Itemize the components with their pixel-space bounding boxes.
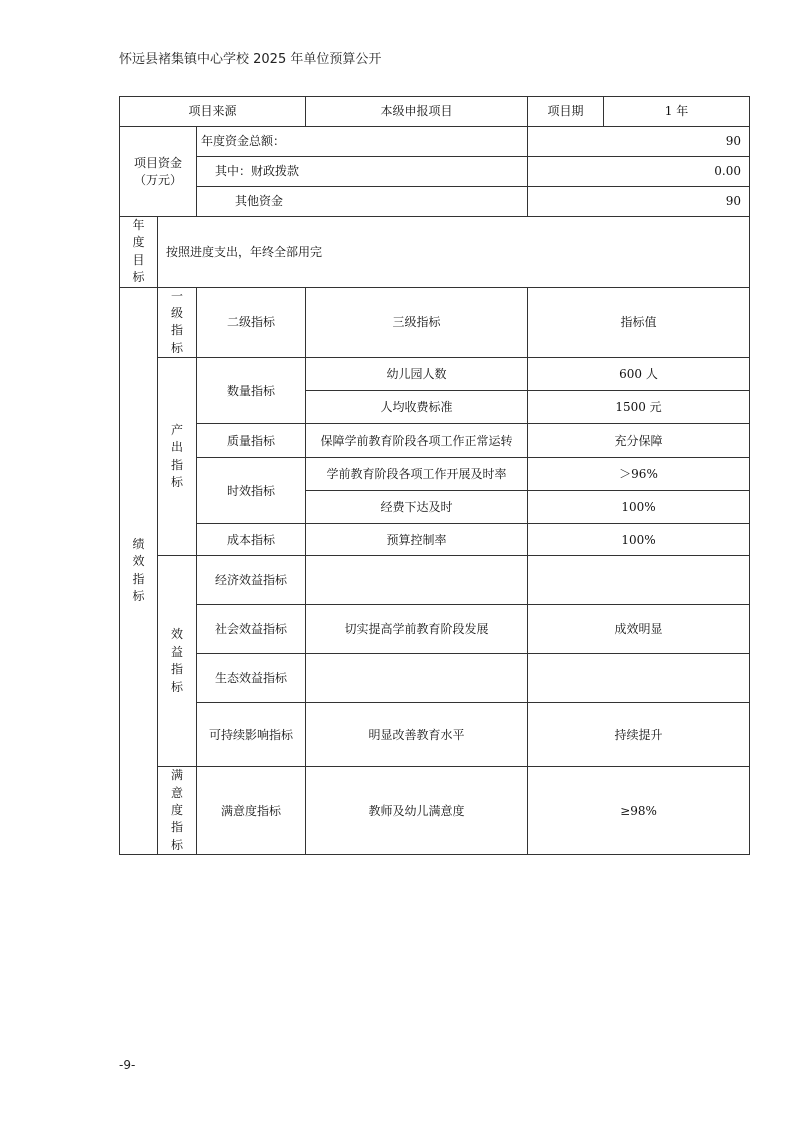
fiscal-funds-value: 0.00 (528, 157, 750, 187)
page-number: -9- (119, 1058, 136, 1072)
project-source-label: 项目来源 (120, 97, 306, 127)
table-row (120, 458, 750, 491)
level2-header: 二级指标 (197, 287, 306, 358)
quantity-item-kindergarten-count: 幼儿园人数 (306, 358, 528, 391)
social-benefit-label: 社会效益指标 (197, 605, 306, 654)
satisfaction-indicator-label: 满意度指标 (197, 767, 306, 855)
annual-goal-text: 按照进度支出，年终全部用完 (158, 217, 750, 288)
output-indicators-label-text: 产出指标 (170, 422, 183, 490)
ecological-benefit-label: 生态效益指标 (197, 654, 306, 703)
satisfaction-group-label (158, 767, 197, 855)
level1-header-text: 一级指标 (170, 288, 183, 355)
economic-benefit-item (306, 556, 528, 605)
other-funds-label: 其他资金 (197, 187, 528, 217)
table-row (120, 605, 750, 654)
sustainable-impact-item: 明显改善教育水平 (306, 703, 528, 767)
performance-indicators-label-text: 绩效指标 (132, 537, 145, 604)
quantity-value-fee-standard: 1500 元 (528, 391, 750, 424)
project-funds-label-line1: 项目资金 (133, 156, 182, 171)
timeliness-value-work-rate: ＞96% (528, 458, 750, 491)
project-funds-label-line2: （万元） (133, 172, 182, 187)
cost-item: 预算控制率 (306, 524, 528, 556)
annual-goal-label (120, 217, 158, 288)
quantity-item-fee-standard: 人均收费标准 (306, 391, 528, 424)
satisfaction-group-label-text: 满意度指标 (170, 768, 183, 852)
economic-benefit-value (528, 556, 750, 605)
table-row (120, 524, 750, 556)
ecological-benefit-item (306, 654, 528, 703)
quantity-value-kindergarten-count: 600 人 (528, 358, 750, 391)
output-indicators-label (158, 358, 197, 556)
annual-total-label: 年度资金总额： (197, 127, 528, 157)
economic-benefit-label: 经济效益指标 (197, 556, 306, 605)
annual-goal-label-text: 年度目标 (132, 218, 145, 285)
other-funds-value: 90 (528, 187, 750, 217)
satisfaction-value: ≥98% (528, 767, 750, 855)
project-funds-label (120, 127, 197, 217)
quality-indicator-label: 质量指标 (197, 424, 306, 458)
indicator-header-row (120, 287, 750, 358)
performance-indicators-label (120, 287, 158, 855)
annual-goal-row (120, 217, 750, 288)
table-row (120, 654, 750, 703)
table-row (120, 556, 750, 605)
timeliness-item-funding: 经费下达及时 (306, 491, 528, 524)
annual-total-row (120, 127, 750, 157)
table-row (120, 424, 750, 458)
project-source-row (120, 97, 750, 127)
fiscal-funds-row (120, 157, 750, 187)
quality-value: 充分保障 (528, 424, 750, 458)
benefit-indicators-label (158, 556, 197, 767)
fiscal-funds-label: 其中：财政拨款 (197, 157, 528, 187)
sustainable-impact-value: 持续提升 (528, 703, 750, 767)
project-period-value: 1 年 (604, 97, 750, 127)
table-row (120, 358, 750, 391)
other-funds-row (120, 187, 750, 217)
quantity-indicator-label: 数量指标 (197, 358, 306, 424)
annual-total-value: 90 (528, 127, 750, 157)
document-header-title: 怀远县褚集镇中心学校 2025 年单位预算公开 (119, 52, 382, 67)
project-source-value: 本级申报项目 (306, 97, 528, 127)
quality-item: 保障学前教育阶段各项工作正常运转 (306, 424, 528, 458)
timeliness-value-funding: 100% (528, 491, 750, 524)
cost-indicator-label: 成本指标 (197, 524, 306, 556)
sustainable-impact-label: 可持续影响指标 (197, 703, 306, 767)
satisfaction-item: 教师及幼儿满意度 (306, 767, 528, 855)
level1-header (158, 287, 197, 358)
social-benefit-value: 成效明显 (528, 605, 750, 654)
project-period-label: 项目期 (528, 97, 604, 127)
timeliness-indicator-label: 时效指标 (197, 458, 306, 524)
social-benefit-item: 切实提高学前教育阶段发展 (306, 605, 528, 654)
cost-value: 100% (528, 524, 750, 556)
timeliness-item-work-rate: 学前教育阶段各项工作开展及时率 (306, 458, 528, 491)
level3-header: 三级指标 (306, 287, 528, 358)
budget-table (119, 96, 750, 855)
indicator-value-header: 指标值 (528, 287, 750, 358)
ecological-benefit-value (528, 654, 750, 703)
table-row (120, 767, 750, 855)
benefit-indicators-label-text: 效益指标 (170, 627, 183, 694)
table-row (120, 703, 750, 767)
